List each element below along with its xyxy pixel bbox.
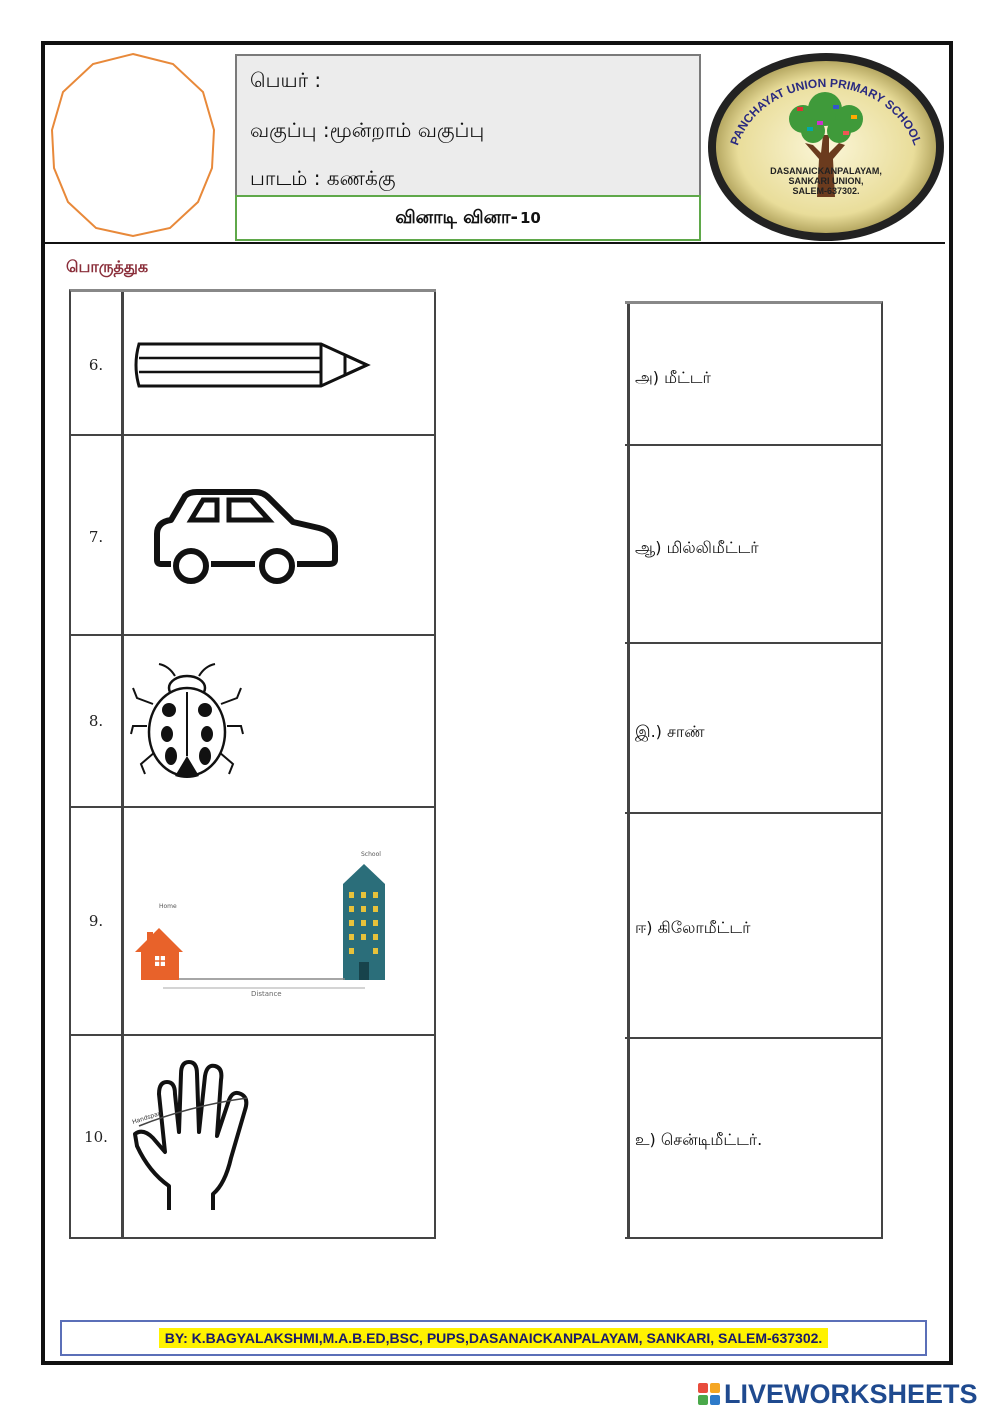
- student-info-box: [235, 54, 701, 197]
- author-credit: BY: K.BAGYALAKSHMI,M.A.B.ED,BSC, PUPS,DASANAICKANPALAYAM, SANKARI, SALEM-637302.: [159, 1328, 829, 1348]
- car-icon: [151, 488, 341, 588]
- liveworksheets-brand: [698, 1378, 978, 1410]
- option-ii: ஈ) கிலோமீட்டர்: [635, 918, 751, 937]
- class-line: வகுப்பு :மூன்றாம் வகுப்பு: [250, 118, 485, 142]
- quiz-title: வினாடி வினா-: [395, 206, 518, 228]
- home-label: Home: [159, 903, 177, 910]
- ladybug-icon: [129, 660, 245, 780]
- question-number: 9.: [88, 912, 104, 930]
- instruction-heading: பொருத்துக: [66, 257, 149, 276]
- photo-placeholder: [48, 50, 218, 238]
- logo-line-2: SANKARI UNION,: [788, 176, 864, 186]
- distance-label: Distance: [251, 990, 282, 998]
- brand-name: LIVEWORKSHEETS: [724, 1378, 978, 1409]
- question-number: 7.: [88, 528, 104, 546]
- author-credit-box: [60, 1320, 927, 1356]
- option-aa: ஆ) மில்லிமீட்டர்: [635, 538, 759, 557]
- home-to-school-distance-icon: [133, 848, 393, 998]
- question-number: 8.: [88, 712, 104, 730]
- school-logo: [705, 47, 947, 243]
- question-number: 6.: [88, 356, 104, 374]
- pencil-icon: [131, 330, 371, 400]
- liveworksheets-logo-icon: [698, 1383, 720, 1405]
- name-label: பெயர் :: [250, 68, 322, 92]
- option-a: அ) மீட்டர்: [635, 368, 711, 387]
- logo-line-1: DASANAICKANPALAYAM,: [770, 166, 882, 176]
- school-label: School: [361, 851, 381, 858]
- picture-table: [69, 289, 436, 1239]
- quiz-title-bar: [235, 195, 701, 241]
- option-u: உ) சென்டிமீட்டர்.: [635, 1130, 763, 1149]
- options-table: [625, 301, 883, 1239]
- option-i: இ.) சாண்: [635, 722, 705, 741]
- logo-line-3: SALEM-637302.: [792, 186, 860, 196]
- handspan-label: Handspan: [131, 1109, 163, 1126]
- question-number: 10.: [84, 1128, 108, 1146]
- hand-span-icon: [129, 1054, 259, 1216]
- quiz-number: 10: [519, 209, 541, 227]
- subject-line: பாடம் : கணக்கு: [250, 166, 396, 190]
- logo-arc-text: PANCHAYAT UNION PRIMARY SCHOOL: [727, 75, 925, 148]
